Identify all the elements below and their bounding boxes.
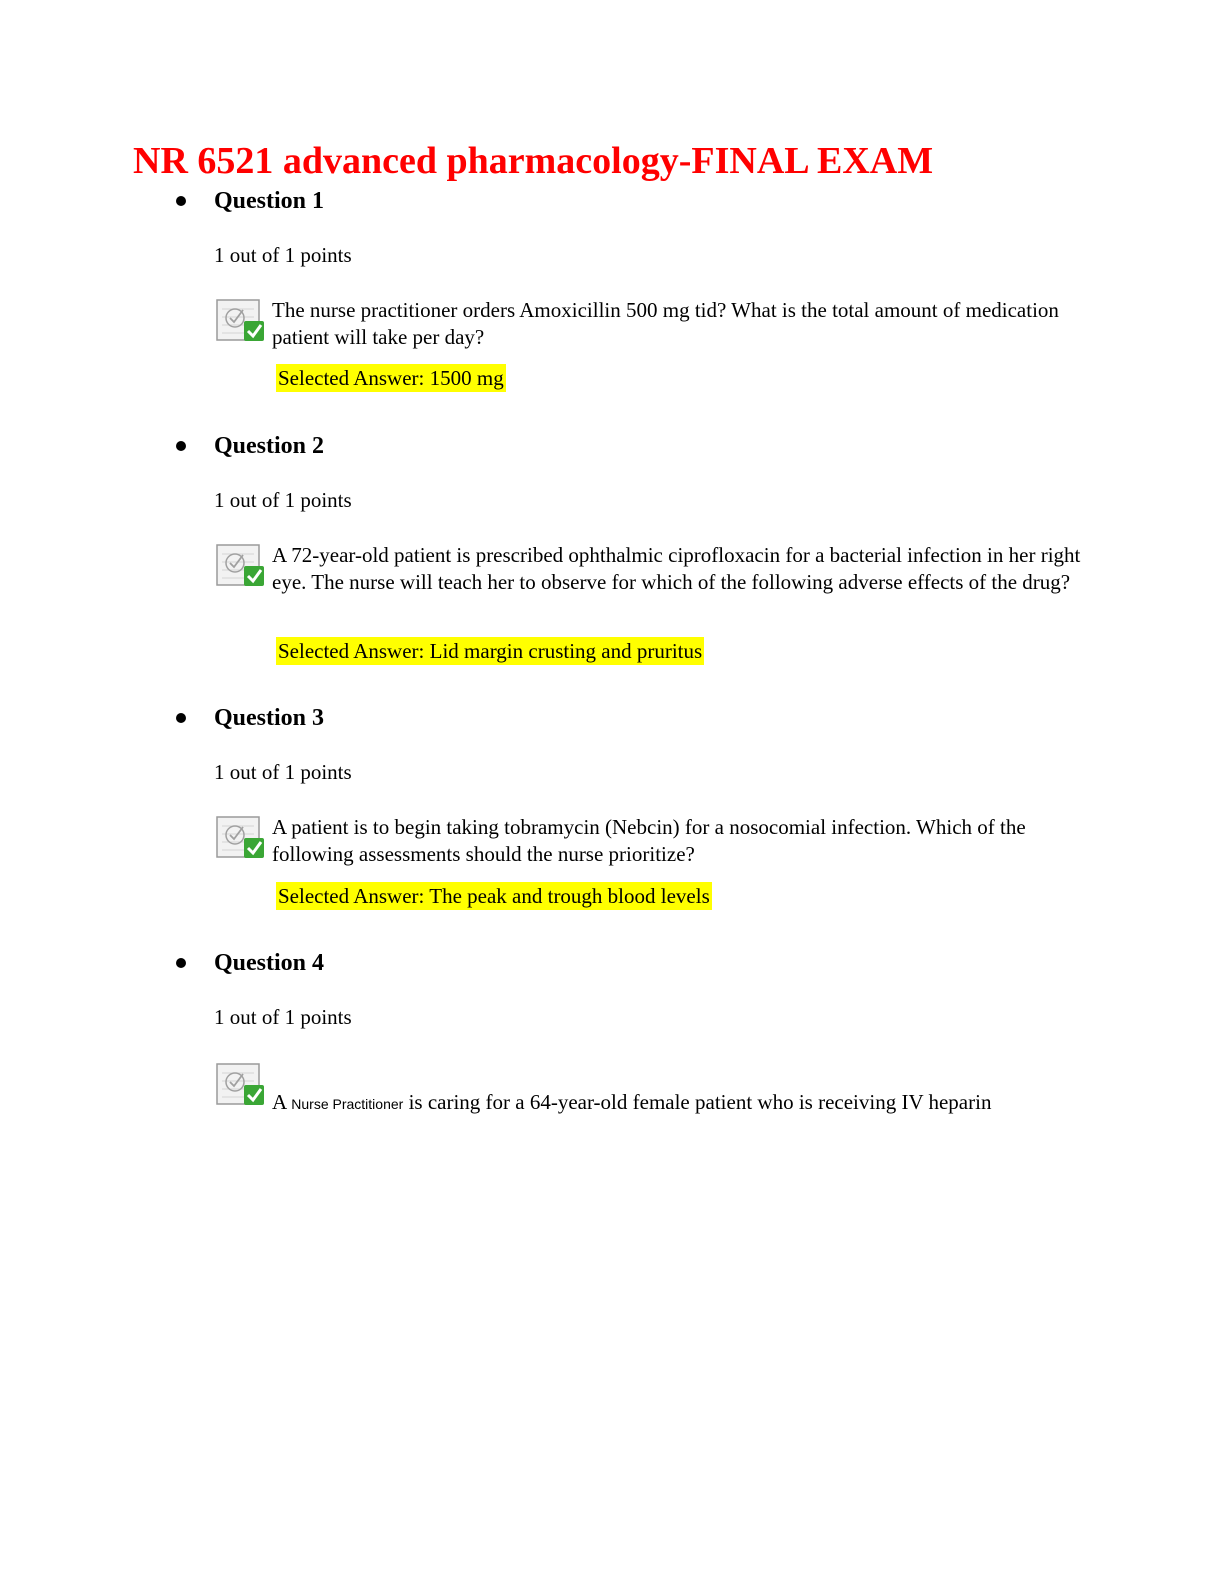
- question-points: 1 out of 1 points: [214, 243, 352, 267]
- bullet-icon: [176, 958, 186, 968]
- question-text: [272, 1089, 1112, 1118]
- correct-answer-icon: [216, 542, 268, 590]
- question-text: A 72-year-old patient is prescribed ophthalmic ciprofloxacin for a bacterial infection in her right eye. The nurse will teach her to observe for which of the following adverse effects of the drug?: [272, 543, 1081, 594]
- correct-answer-icon: [216, 814, 268, 862]
- question-label: Question 3: [214, 705, 325, 731]
- question-text: The nurse practitioner orders Amoxicillin 500 mg tid? What is the total amount of medication patient will take per day?: [272, 298, 1059, 349]
- question-label: Question 4: [214, 950, 325, 976]
- selected-answer: Selected Answer: 1500 mg: [278, 366, 504, 390]
- bullet-icon: [176, 196, 186, 206]
- document-title: NR 6521 advanced pharmacology-FINAL EXAM: [133, 140, 934, 182]
- bullet-icon: [176, 441, 186, 451]
- question-label: Question 2: [214, 433, 325, 459]
- question-text-prefix: A: [272, 1090, 292, 1114]
- question-text-suffix: is caring for a 64-year-old female patient who is receiving IV heparin: [403, 1090, 992, 1114]
- bullet-icon: [176, 713, 186, 723]
- correct-answer-icon: [216, 1061, 268, 1109]
- question-points: 1 out of 1 points: [214, 1005, 352, 1029]
- selected-answer: Selected Answer: Lid margin crusting and pruritus: [278, 639, 703, 663]
- question-points: 1 out of 1 points: [214, 760, 352, 784]
- selected-answer: Selected Answer: The peak and trough blood levels: [278, 884, 710, 908]
- question-points: 1 out of 1 points: [214, 488, 352, 512]
- correct-answer-icon: [216, 297, 268, 345]
- question-text: A patient is to begin taking tobramycin (Nebcin) for a nosocomial infection. Which of the following assessments should the nurse prioritize?: [272, 815, 1026, 866]
- question-text-role: Nurse Practitioner: [291, 1096, 404, 1112]
- question-label: Question 1: [214, 188, 325, 214]
